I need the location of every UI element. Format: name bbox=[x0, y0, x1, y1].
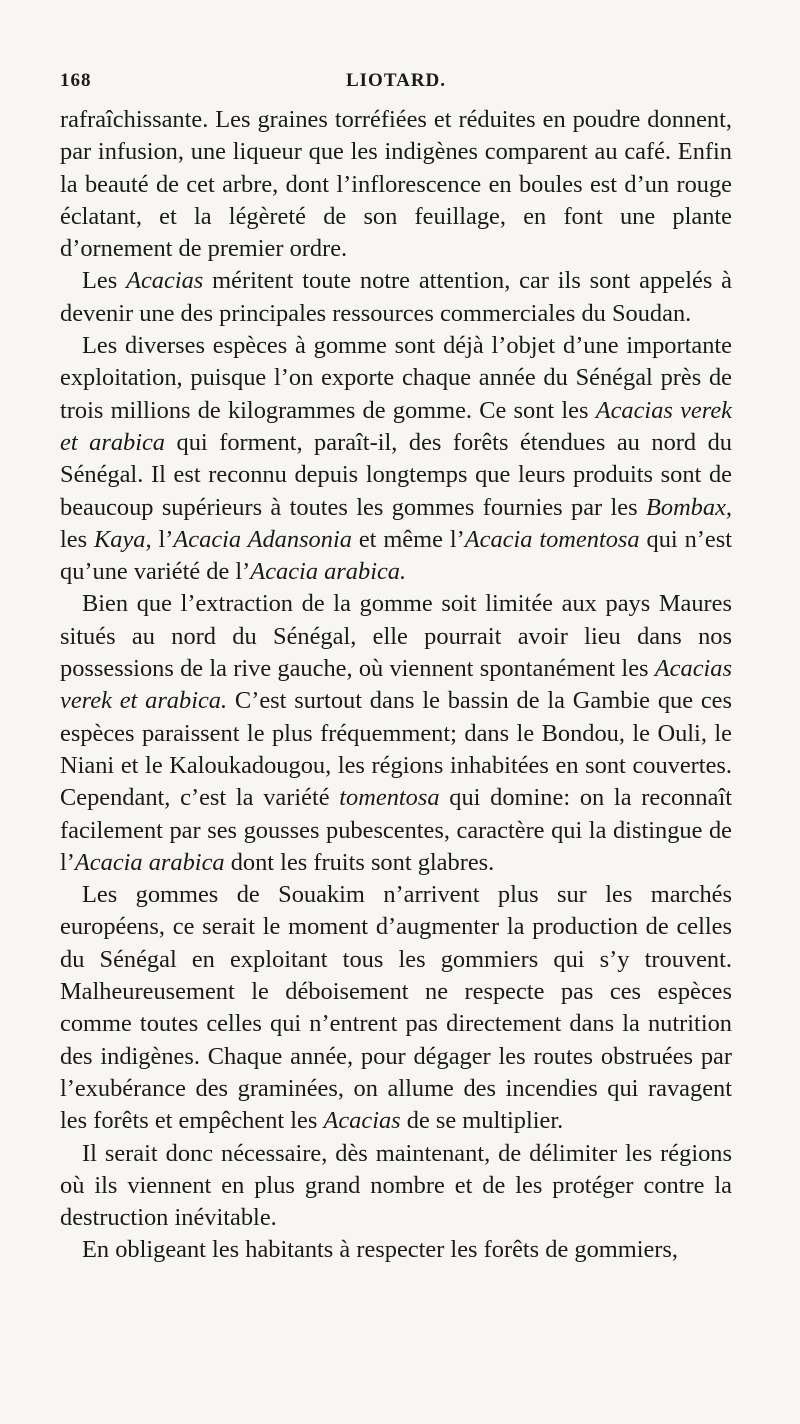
text-run: Il serait donc nécessaire, dès maintenant, de délimiter les régions où ils viennent en plus grand nombre et de les protéger contre la destruction inévitable. bbox=[60, 1139, 732, 1232]
text-run: méritent toute notre attention, car ils sont appelés à devenir une des principales ressources commerciales du Soudan. bbox=[60, 267, 732, 327]
paragraph-p1 bbox=[60, 104, 732, 265]
paragraph-p4 bbox=[60, 588, 732, 879]
running-head: LIOTARD. bbox=[345, 70, 447, 91]
text-run: l’ bbox=[151, 525, 174, 553]
italic-term: Acacias bbox=[126, 267, 204, 295]
italic-term: Acacias verek et arabica. bbox=[60, 655, 732, 715]
text-run: rafraîchissante. Les graines torréfiées et réduites en poudre donnent, par infusion, une liqueur que les indigènes comparent au café. Enfin la beauté de cet arbre, dont l’inflorescence en boules est d’un rouge éclatant, et la légèreté de son feuillage, en font une plante d’ornement de premier ordre. bbox=[60, 106, 732, 263]
page-number: 168 bbox=[60, 70, 92, 91]
text-run: qui n’est qu’une variété de l’ bbox=[60, 525, 732, 586]
text-run: et même l’ bbox=[351, 525, 465, 553]
paragraph-p5 bbox=[60, 879, 732, 1137]
paragraph-p7 bbox=[60, 1234, 732, 1266]
body-text bbox=[60, 104, 732, 1267]
text-run: de se multiplier. bbox=[400, 1107, 564, 1135]
italic-term: Acacia tomentosa bbox=[464, 525, 640, 553]
text-run: Bien que l’extraction de la gomme soit limitée aux pays Maures situés au nord du Sénégal, elle pourrait avoir lieu dans nos possessions de la rive gauche, où viennent spontanément les bbox=[60, 590, 732, 683]
page-header bbox=[60, 70, 732, 104]
italic-term: Kaya, bbox=[94, 525, 152, 553]
text-run: qui forment, paraît-il, des forêts étendues au nord du Sénégal. Il est reconnu depuis longtemps que leurs produits sont de beaucoup supérieurs à toutes les gommes fournies par les bbox=[60, 428, 733, 521]
paragraph-p3 bbox=[60, 330, 732, 588]
italic-term: Acacia arabica. bbox=[250, 558, 407, 586]
text-run: Les gommes de Souakim n’arrivent plus sur les marchés européens, ce serait le moment d’augmenter la production de celles du Sénégal en exploitant tous les gommiers qui s’y trouvent. Malheureusement le déboisement ne respecte pas ces espèces comme toutes celles qui n’entrent pas directement dans la nutrition des indigènes. Chaque année, pour dégager les routes obstruées par l’exubérance des graminées, on allume des incendies qui ravagent les forêts et empêchent les bbox=[60, 881, 732, 1135]
paragraph-p2 bbox=[60, 265, 732, 330]
text-run: En obligeant les habitants à respecter les forêts de gommiers, bbox=[82, 1236, 679, 1264]
text-run: dont les fruits sont glabres. bbox=[224, 848, 495, 876]
text-run: Les diverses espèces à gomme sont déjà l’objet d’une importante exploitation, puisque l’on exporte chaque année du Sénégal près de trois millions de kilogrammes de gomme. Ce sont les bbox=[60, 332, 732, 424]
italic-term: Acacia Adansonia bbox=[173, 525, 352, 553]
text-run: Les bbox=[82, 267, 127, 295]
italic-term: tomentosa bbox=[339, 784, 440, 812]
paragraph-p6 bbox=[60, 1138, 732, 1235]
italic-term: Acacias verek et arabica bbox=[60, 396, 732, 456]
italic-term: Bombax, bbox=[645, 493, 732, 521]
text-run: C’est surtout dans le bassin de la Gambie que ces espèces paraissent le plus fréquemment; dans le Bondou, le Ouli, le Niani et le Kaloukadougou, les régions inhabitées en sont couvertes. Cependant, c’est la variété bbox=[60, 687, 732, 812]
text-run: les bbox=[60, 525, 94, 553]
text-run: qui domine: on la reconnaît facilement par ses gousses pubescentes, caractère qui la distingue de l’ bbox=[60, 784, 732, 876]
italic-term: Acacias bbox=[323, 1107, 401, 1135]
italic-term: Acacia arabica bbox=[74, 848, 225, 876]
